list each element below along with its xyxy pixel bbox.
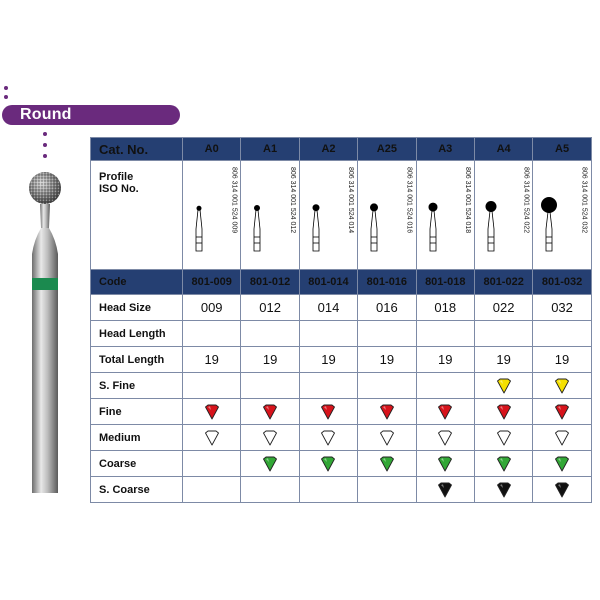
bur-profile-icon [541,195,565,255]
row-supercoarse [91,477,592,503]
profile-head [312,204,319,211]
table-cell [299,321,357,347]
row-label: S. Coarse [91,477,183,503]
table-cell [358,399,416,425]
table-cell [474,425,532,451]
table-cell [474,451,532,477]
round-bur-illustration [20,168,70,498]
code-cell: 801-009 [183,270,241,295]
supercoarse-grit-icon [554,482,570,498]
profile-head [370,203,378,211]
table-cell: 19 [416,347,474,373]
table-cell [533,399,591,425]
profile-shank [196,210,202,251]
table-cell [183,425,241,451]
table-cell [474,373,532,399]
table-cell [533,373,591,399]
table-cell [416,399,474,425]
profile-label [91,161,183,270]
profile-row [91,161,592,270]
table-cell: 19 [533,347,591,373]
profile-head [254,205,260,211]
table-cell [241,477,299,503]
medium-grit-icon [379,430,395,446]
code-cell: 801-012 [241,270,299,295]
decorative-dots [3,86,9,106]
table-cell [416,425,474,451]
table-cell [533,425,591,451]
coarse-grit-icon [496,456,512,472]
table-cell [183,399,241,425]
code-label: Code [91,270,183,295]
row-medium [91,425,592,451]
table-cell [358,373,416,399]
coarse-grit-icon [320,456,336,472]
row-label: Head Size [91,295,183,321]
profile-label-line2: ISO No. [99,183,139,195]
table-cell [533,477,591,503]
tab-notch [174,109,184,121]
profile-cell [241,161,299,270]
table-cell [241,373,299,399]
supercoarse-grit-icon [437,482,453,498]
row-fine [91,399,592,425]
connector-dots [43,132,49,166]
iso-number: 806 314 001 524 012 [288,167,296,234]
bur-profile-icon [308,195,332,255]
cat-no-a3: A3 [416,138,474,161]
profile-label-line1: Profile [99,171,134,183]
table-cell [241,321,299,347]
bur-profile-icon [249,195,273,255]
iso-number: 806 314 001 524 014 [347,167,355,234]
fine-grit-icon [496,404,512,420]
fine-grit-icon [554,404,570,420]
table-cell [241,451,299,477]
profile-head [197,206,202,211]
grit-color-band [32,278,58,290]
code-cell: 801-014 [299,270,357,295]
bur-profile-icon [483,195,507,255]
table-cell [183,477,241,503]
table-cell [183,373,241,399]
bur-shaft [32,228,58,493]
code-cell: 801-032 [533,270,591,295]
fine-grit-icon [437,404,453,420]
row-label: Coarse [91,451,183,477]
row-label: Medium [91,425,183,451]
profile-cell [299,161,357,270]
bur-profile-icon [191,195,215,255]
row-head-length [91,321,592,347]
coarse-grit-icon [262,456,278,472]
cat-no-row [91,138,592,161]
row-label: Total Length [91,347,183,373]
table-cell [358,321,416,347]
table-cell [416,451,474,477]
profile-shank [254,210,260,251]
iso-number: 806 314 001 524 009 [230,167,238,234]
cat-no-a25: A25 [358,138,416,161]
table-cell: 19 [358,347,416,373]
table-cell [533,451,591,477]
table-cell [474,321,532,347]
table-cell: 022 [474,295,532,321]
profile-shank [430,211,436,251]
table-cell: 009 [183,295,241,321]
coarse-grit-icon [554,456,570,472]
table-cell [416,477,474,503]
profile-head [428,203,437,212]
profile-cell [183,161,241,270]
profile-head [541,197,557,213]
supercoarse-grit-icon [496,482,512,498]
bur-profile-icon [366,195,390,255]
medium-grit-icon [262,430,278,446]
medium-grit-icon [204,430,220,446]
profile-cell [416,161,474,270]
table-cell [299,425,357,451]
table-cell: 012 [241,295,299,321]
code-cell: 801-022 [474,270,532,295]
table-cell [241,425,299,451]
row-label: S. Fine [91,373,183,399]
profile-cell [474,161,532,270]
title-tab [2,105,180,125]
superfine-grit-icon [496,378,512,394]
code-cell: 801-016 [358,270,416,295]
table-cell: 016 [358,295,416,321]
cat-no-a0: A0 [183,138,241,161]
table-cell: 018 [416,295,474,321]
code-row [91,270,592,295]
profile-cell [358,161,416,270]
table-cell: 014 [299,295,357,321]
table-cell [299,373,357,399]
cat-no-a4: A4 [474,138,532,161]
cat-no-a1: A1 [241,138,299,161]
iso-number: 806 314 001 524 016 [405,167,413,234]
superfine-grit-icon [554,378,570,394]
medium-grit-icon [496,430,512,446]
fine-grit-icon [204,404,220,420]
profile-shank [546,212,552,251]
table-cell [416,321,474,347]
table-cell: 19 [299,347,357,373]
table-cell [533,321,591,347]
cat-no-a5: A5 [533,138,591,161]
bur-profile-icon [425,195,449,255]
profile-shank [488,211,494,251]
table-cell [358,451,416,477]
table-cell [358,477,416,503]
iso-number: 806 314 001 524 018 [463,167,471,234]
table-cell: 032 [533,295,591,321]
table-cell [416,373,474,399]
spec-table [90,137,592,503]
fine-grit-icon [320,404,336,420]
row-superfine [91,373,592,399]
row-total-length [91,347,592,373]
cat-no-label: Cat. No. [91,138,183,161]
table-cell [299,451,357,477]
medium-grit-icon [554,430,570,446]
table-cell [241,399,299,425]
iso-number: 806 314 001 524 022 [522,167,530,234]
table-cell [358,425,416,451]
coarse-grit-icon [437,456,453,472]
profile-head [485,201,496,212]
table-cell: 19 [241,347,299,373]
iso-number: 806 314 001 524 032 [580,167,588,234]
medium-grit-icon [437,430,453,446]
table-cell [183,321,241,347]
row-label: Head Length [91,321,183,347]
row-head-size [91,295,592,321]
medium-grit-icon [320,430,336,446]
table-cell [299,477,357,503]
cat-no-a2: A2 [299,138,357,161]
profile-shank [313,210,319,251]
row-label: Fine [91,399,183,425]
profile-shank [371,210,377,251]
table-cell [474,399,532,425]
bur-neck [40,204,50,228]
table-cell [299,399,357,425]
coarse-grit-icon [379,456,395,472]
row-coarse [91,451,592,477]
table-cell [474,477,532,503]
table-cell: 19 [474,347,532,373]
fine-grit-icon [262,404,278,420]
table-cell: 19 [183,347,241,373]
profile-cell [533,161,591,270]
fine-grit-icon [379,404,395,420]
code-cell: 801-018 [416,270,474,295]
page-title: Round [20,106,72,123]
table-cell [183,451,241,477]
